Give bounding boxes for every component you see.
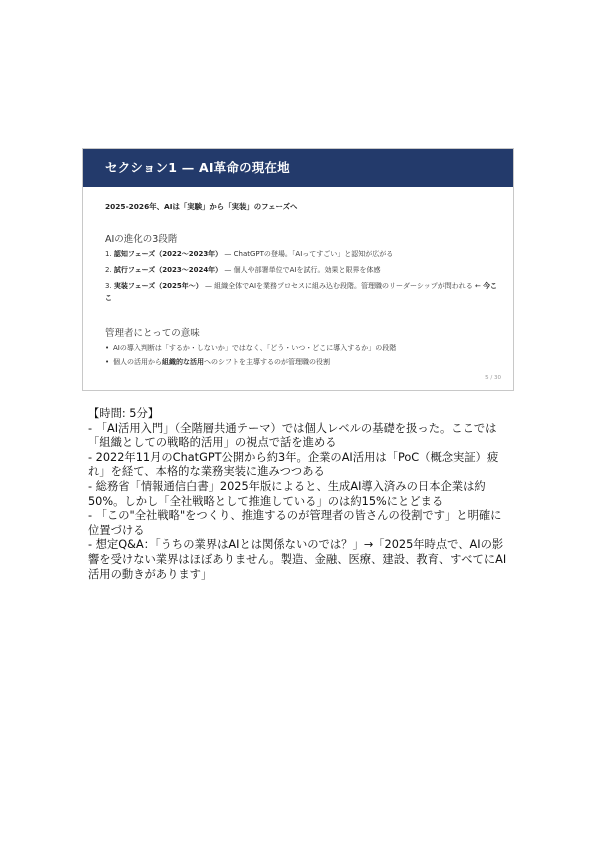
section-heading-evolution: AIの進化の3段階 <box>105 234 178 245</box>
slide-title: セクション1 — AI革命の現在地 <box>83 149 513 187</box>
phase-item <box>105 248 500 260</box>
notes-line: - 「AI活用入門」（全階層共通テーマ）では個人レベルの基礎を扱った。ここでは「組織としての戦略的活用」の視点で話を進める <box>88 421 497 450</box>
notes-line: - 想定Q&A：「うちの業界はAIとは関係ないのでは？」→「2025年時点で、AIの影響を受けない業界はほぼありません。製造、金融、医療、建設、教育、すべてにAI活用の動きがあります」 <box>88 538 507 581</box>
bullet-item <box>105 356 500 368</box>
phase-number: 3. <box>105 282 112 290</box>
bullet-text: AIの導入判断は「するか・しないか」ではなく、「どう・いつ・どこに導入するか」の段階 <box>113 344 397 352</box>
bullet-text: 個人の活用から <box>113 358 162 366</box>
phase-description: — 個人や部署単位でAIを試行。効果と限界を体感 <box>222 266 381 274</box>
phase-item <box>105 264 500 276</box>
slide <box>82 148 514 391</box>
section-heading-meaning: 管理者にとっての意味 <box>105 328 200 339</box>
notes-line: 【時間: 5分】 <box>88 407 160 420</box>
bullet-dot-icon: • <box>105 358 110 366</box>
phase-description: — 組織全体でAIを業務プロセスに組み込む段階。管理職のリーダーシップが問われる ← <box>202 282 484 290</box>
phase-number: 2. <box>105 266 112 274</box>
phase-number: 1. <box>105 250 112 258</box>
phase-name: 試行フェーズ（2023〜2024年） <box>113 266 223 274</box>
speaker-notes <box>88 407 508 582</box>
bullet-text: へのシフトを主導するのが管理職の役割 <box>204 358 330 366</box>
notes-line: - 「この"全社戦略"をつくり、推進するのが管理者の皆さんの役割です」と明確に位置づける <box>88 509 502 537</box>
page-number: 5 / 30 <box>485 375 501 381</box>
phase-item <box>105 280 500 304</box>
notes-line: - 2022年11月のChatGPT公開から約3年。企業のAI活用は「PoC（概念実証）疲れ」を経て、本格的な業務実装に進みつつある <box>88 450 499 479</box>
phase-description: — ChatGPTの登場。「AIってすごい」と認知が広がる <box>222 250 394 258</box>
bullet-item <box>105 342 500 354</box>
phase-name: 実装フェーズ（2025年〜） <box>113 282 203 290</box>
bullet-emphasis: 組織的な活用 <box>162 358 204 366</box>
slide-subtitle: 2025-2026年、AIは「実験」から「実装」のフェーズへ <box>105 202 298 211</box>
bullet-dot-icon: • <box>105 344 110 352</box>
phase-name: 認知フェーズ（2022〜2023年） <box>113 250 223 258</box>
notes-line: - 総務省「情報通信白書」2025年版によると、生成AI導入済みの日本企業は約50%。しかし「全社戦略として推進している」のは約15%にとどまる <box>88 479 486 508</box>
current-marker: 今ここ <box>105 282 498 302</box>
